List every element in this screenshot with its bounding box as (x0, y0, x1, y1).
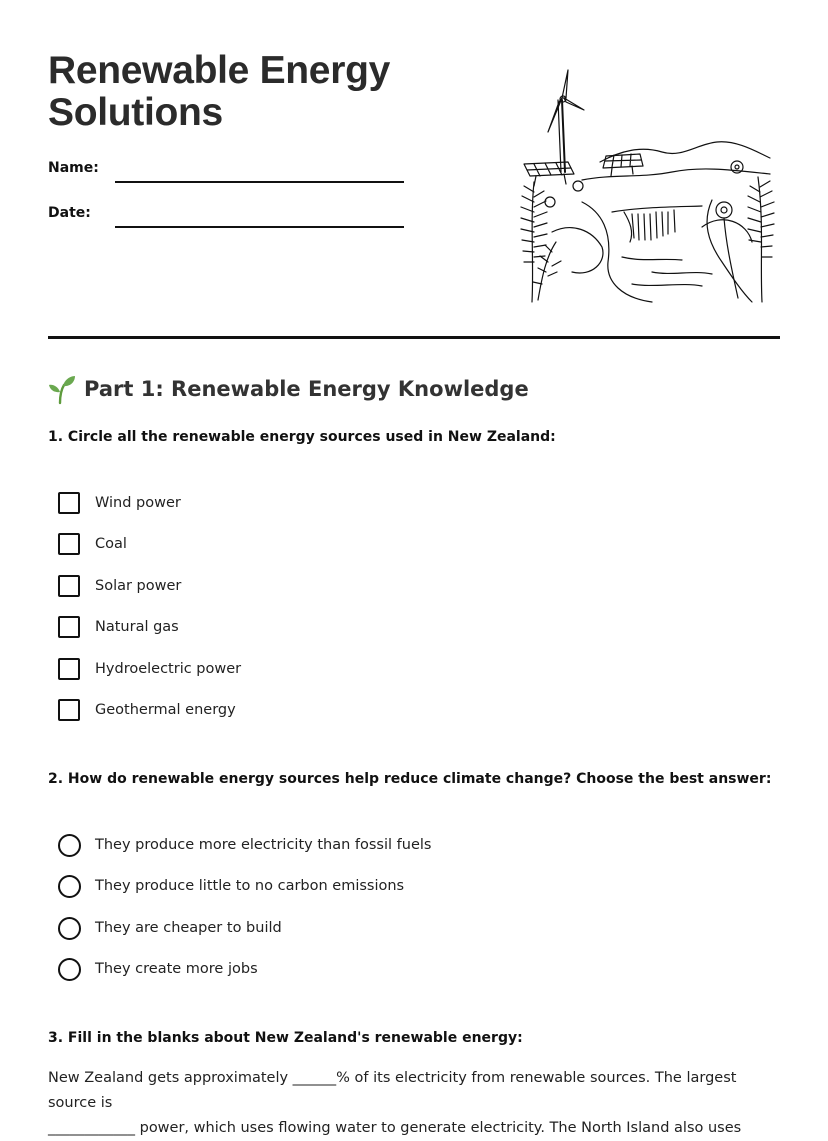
q3-fill-in-paragraph (48, 1066, 783, 1141)
renewable-landscape-illustration (512, 62, 782, 310)
q3-line-2[interactable]: ____________ power, which uses flowing water to generate electricity. The North Island also uses (48, 1120, 742, 1136)
seedling-icon (48, 374, 76, 404)
section-divider (48, 336, 780, 339)
radio-button[interactable] (58, 958, 81, 981)
q1-option-natural-gas[interactable] (58, 615, 179, 639)
checkbox[interactable] (58, 533, 80, 555)
q2-option-2[interactable] (58, 874, 404, 898)
question-1-prompt: 1. Circle all the renewable energy sources used in New Zealand: (48, 429, 556, 445)
option-label: Natural gas (95, 619, 179, 635)
option-label: They are cheaper to build (95, 920, 282, 936)
q2-option-1[interactable] (58, 833, 431, 857)
name-label: Name: (48, 160, 99, 176)
checkbox[interactable] (58, 658, 80, 680)
q3-line-1[interactable]: New Zealand gets approximately ______% of its electricity from renewable sources. The largest source is (48, 1070, 737, 1111)
checkbox[interactable] (58, 699, 80, 721)
option-label: They create more jobs (95, 961, 258, 977)
q1-option-geothermal[interactable] (58, 698, 236, 722)
radio-button[interactable] (58, 875, 81, 898)
radio-button[interactable] (58, 834, 81, 857)
q1-option-coal[interactable] (58, 532, 127, 556)
question-2-prompt: 2. How do renewable energy sources help reduce climate change? Choose the best answer: (48, 771, 772, 787)
date-label: Date: (48, 205, 91, 221)
option-label: Coal (95, 536, 127, 552)
name-answer-line[interactable] (115, 181, 404, 183)
q2-option-4[interactable] (58, 957, 258, 981)
title-line-1: Renewable Energy (48, 49, 390, 92)
option-label: Geothermal energy (95, 702, 236, 718)
date-answer-line[interactable] (115, 226, 404, 228)
q2-option-3[interactable] (58, 916, 282, 940)
checkbox[interactable] (58, 575, 80, 597)
q1-option-hydro[interactable] (58, 657, 241, 681)
question-3-prompt: 3. Fill in the blanks about New Zealand's renewable energy: (48, 1030, 523, 1046)
part1-title: Part 1: Renewable Energy Knowledge (84, 377, 529, 401)
option-label: Solar power (95, 578, 182, 594)
radio-button[interactable] (58, 917, 81, 940)
worksheet-title (48, 50, 468, 134)
title-line-2: Solutions (48, 91, 223, 134)
q1-option-wind[interactable] (58, 491, 181, 515)
q1-option-solar[interactable] (58, 574, 181, 598)
part1-heading (48, 372, 529, 406)
option-label: Wind power (95, 495, 181, 511)
checkbox[interactable] (58, 616, 80, 638)
option-label: They produce little to no carbon emissions (95, 878, 405, 894)
checkbox[interactable] (58, 492, 80, 514)
option-label: They produce more electricity than fossil fuels (95, 837, 432, 853)
option-label: Hydroelectric power (95, 661, 242, 677)
